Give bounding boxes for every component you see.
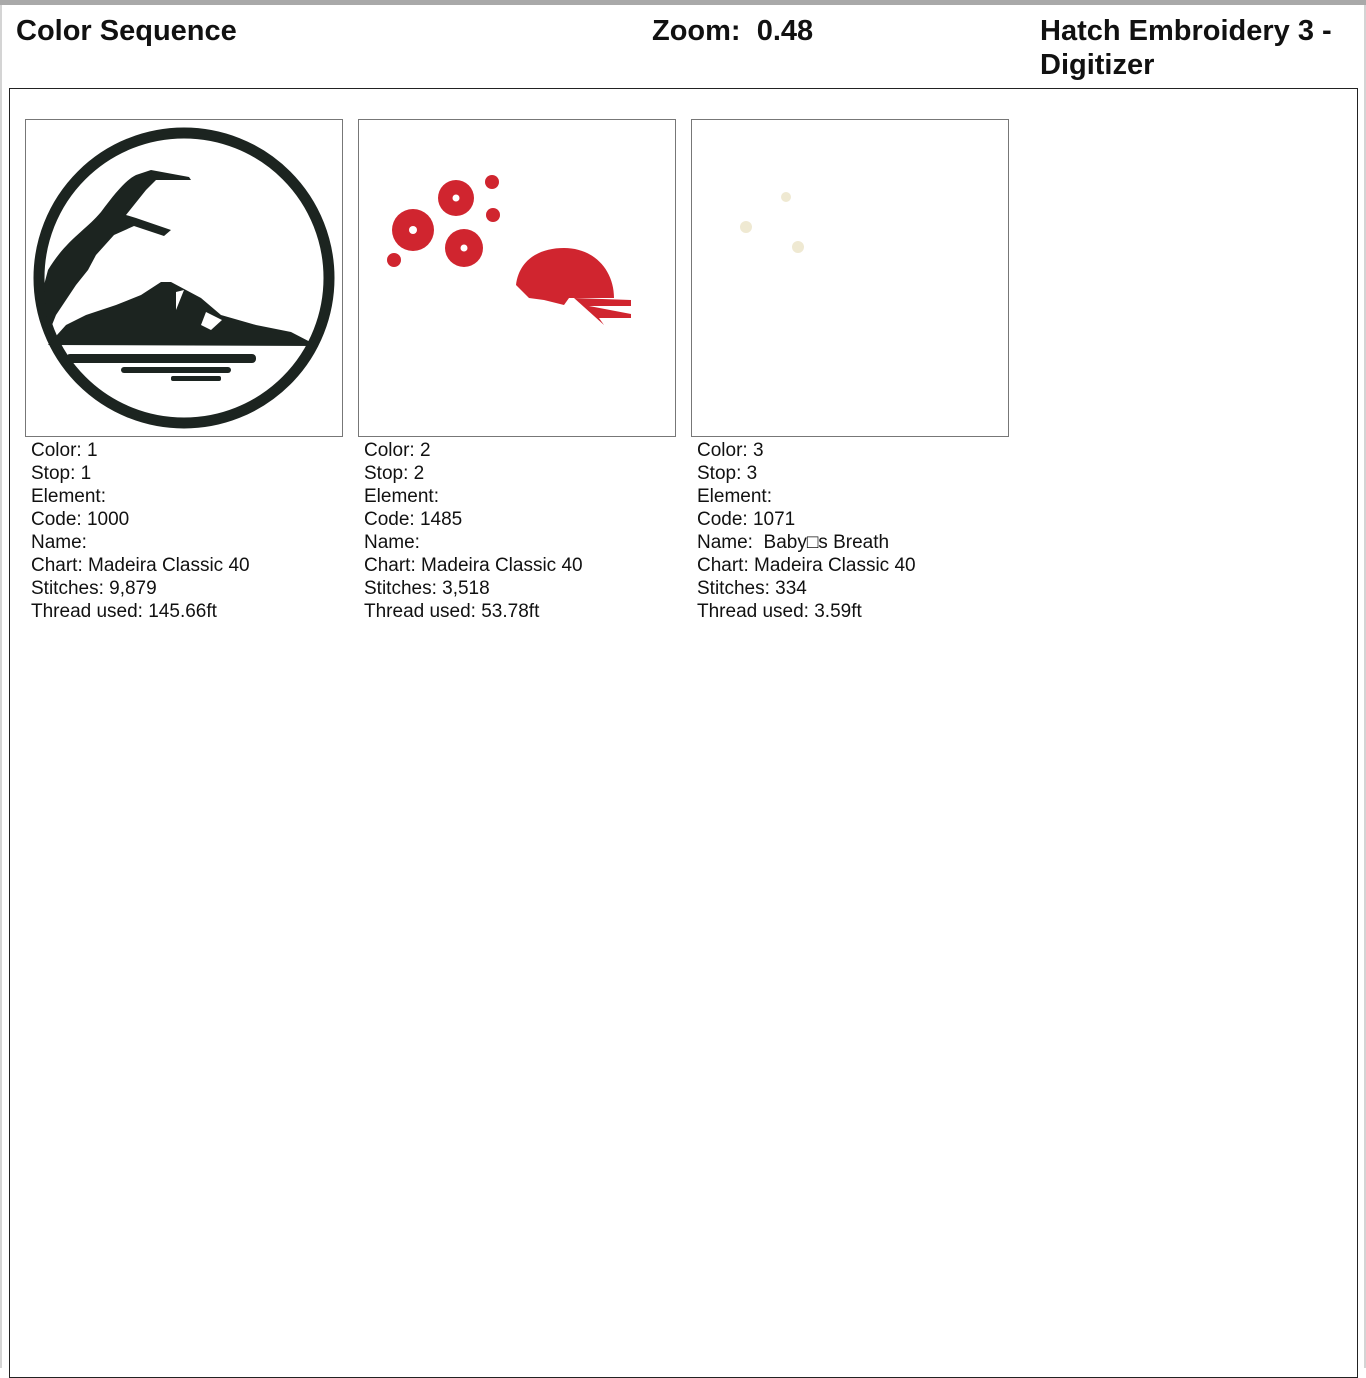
window-left-border (0, 5, 2, 1368)
lake-line-2 (121, 367, 231, 373)
element-label: Element: (31, 486, 106, 507)
thread-used: Thread used: 145.66ft (31, 601, 217, 622)
color-card-3 (691, 119, 1009, 623)
design-preview-red (359, 120, 675, 436)
blossom-center-stitch-1 (740, 221, 752, 233)
window-top-border (0, 0, 1366, 5)
thread-used: Thread used: 53.78ft (364, 601, 540, 622)
element-label: Element: (697, 486, 772, 507)
color-info-1 (31, 439, 343, 623)
color-card-2 (358, 119, 676, 623)
color-number: Color: 1 (31, 440, 98, 461)
stitch-count: Stitches: 9,879 (31, 578, 157, 599)
stitch-count: Stitches: 334 (697, 578, 807, 599)
stitch-count: Stitches: 3,518 (364, 578, 490, 599)
blossom-center-stitch-2 (781, 192, 791, 202)
blossom-center-2 (453, 195, 460, 202)
thread-name: Name: (31, 532, 87, 553)
thread-name: Name: (364, 532, 420, 553)
color-card-1 (25, 119, 343, 623)
lake-line-3 (171, 376, 221, 381)
sun-reflection (574, 298, 631, 325)
stop-number: Stop: 1 (31, 463, 92, 484)
thread-chart: Chart: Madeira Classic 40 (364, 555, 583, 576)
thread-code: Code: 1485 (364, 509, 463, 530)
petal-dot-1 (485, 175, 499, 189)
thread-code: Code: 1071 (697, 509, 796, 530)
thread-name: Name: Baby□s Breath (697, 532, 890, 553)
element-label: Element: (364, 486, 439, 507)
color-number: Color: 3 (697, 440, 764, 461)
blossom-center-3 (461, 245, 468, 252)
thread-code: Code: 1000 (31, 509, 130, 530)
zoom-level: Zoom: 0.48 (652, 15, 814, 47)
blossom-center-1 (409, 226, 417, 234)
lake-line-1 (66, 354, 256, 363)
color-info-2 (364, 439, 676, 623)
red-sun (516, 248, 614, 305)
thumbnail-1 (25, 119, 343, 437)
color-info-3 (697, 439, 1009, 623)
thread-chart: Chart: Madeira Classic 40 (31, 555, 250, 576)
stop-number: Stop: 3 (697, 463, 758, 484)
blossom-center-stitch-3 (792, 241, 804, 253)
petal-dot-3 (387, 253, 401, 267)
thumbnail-2 (358, 119, 676, 437)
thread-chart: Chart: Madeira Classic 40 (697, 555, 916, 576)
design-preview-light (692, 120, 1008, 436)
petal-dot-2 (486, 208, 500, 222)
thread-used: Thread used: 3.59ft (697, 601, 862, 622)
thumbnail-3 (691, 119, 1009, 437)
stop-number: Stop: 2 (364, 463, 425, 484)
page-title: Color Sequence (16, 15, 237, 47)
app-title: Hatch Embroidery 3 - Digitizer (1040, 15, 1332, 81)
design-preview-black (26, 120, 342, 436)
color-number: Color: 2 (364, 440, 431, 461)
